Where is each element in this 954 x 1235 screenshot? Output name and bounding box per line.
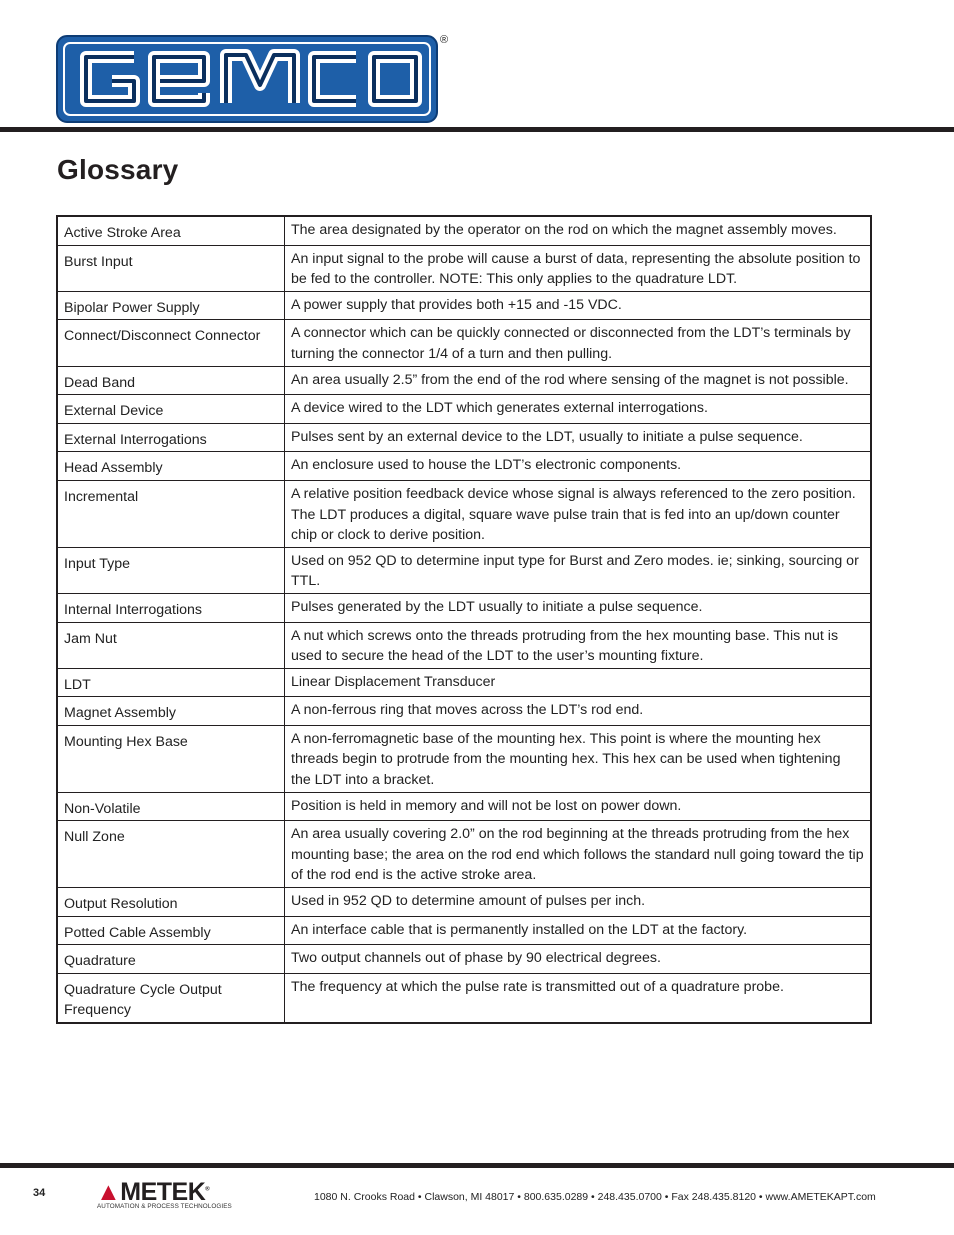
glossary-definition: Position is held in memory and will not be lost on power down. — [285, 792, 872, 821]
glossary-row — [57, 245, 871, 291]
glossary-term: Output Resolution — [57, 888, 285, 917]
glossary-term: Bipolar Power Supply — [57, 291, 285, 320]
ametek-tagline: AUTOMATION & PROCESS TECHNOLOGIES — [97, 1203, 232, 1210]
glossary-row — [57, 216, 871, 245]
glossary-definition: Pulses sent by an external device to the LDT, usually to initiate a pulse sequence. — [285, 423, 872, 452]
registered-mark: ® — [440, 34, 449, 46]
glossary-row — [57, 945, 871, 974]
glossary-term: Jam Nut — [57, 622, 285, 668]
glossary-term: Null Zone — [57, 821, 285, 888]
glossary-definition: Two output channels out of phase by 90 electrical degrees. — [285, 945, 872, 974]
gemco-logo — [56, 35, 438, 123]
footer-rule — [0, 1163, 954, 1168]
glossary-row — [57, 320, 871, 366]
glossary-row — [57, 452, 871, 481]
glossary-definition: An enclosure used to house the LDT’s electronic components. — [285, 452, 872, 481]
glossary-definition: Used in 952 QD to determine amount of pulses per inch. — [285, 888, 872, 917]
glossary-row — [57, 916, 871, 945]
glossary-term: Input Type — [57, 547, 285, 593]
glossary-row — [57, 821, 871, 888]
glossary-table-body — [57, 216, 871, 1023]
glossary-definition: The frequency at which the pulse rate is transmitted out of a quadrature probe. — [285, 973, 872, 1023]
glossary-row — [57, 423, 871, 452]
glossary-definition: Linear Displacement Transducer — [285, 668, 872, 697]
ametek-logo — [96, 1180, 246, 1212]
glossary-definition: A non-ferrous ring that moves across the LDT’s rod end. — [285, 697, 872, 726]
glossary-row — [57, 291, 871, 320]
glossary-row — [57, 697, 871, 726]
glossary-term: Burst Input — [57, 245, 285, 291]
glossary-term: Active Stroke Area — [57, 216, 285, 245]
glossary-term: Magnet Assembly — [57, 697, 285, 726]
glossary-definition: The area designated by the operator on the rod on which the magnet assembly moves. — [285, 216, 872, 245]
glossary-definition: An input signal to the probe will cause a burst of data, representing the absolute position to be fed to the controller. NOTE: This only applies to the quadrature LDT. — [285, 245, 872, 291]
gemco-logo-graphic — [56, 35, 438, 123]
glossary-term: Incremental — [57, 480, 285, 547]
glossary-term: Potted Cable Assembly — [57, 916, 285, 945]
ametek-registered-mark: ® — [205, 1186, 210, 1193]
glossary-term: External Device — [57, 395, 285, 424]
glossary-term: External Interrogations — [57, 423, 285, 452]
glossary-definition: A power supply that provides both +15 and -15 VDC. — [285, 291, 872, 320]
glossary-term: Mounting Hex Base — [57, 725, 285, 792]
glossary-row — [57, 480, 871, 547]
glossary-term: Quadrature Cycle Output Frequency — [57, 973, 285, 1023]
glossary-term: LDT — [57, 668, 285, 697]
page-number: 34 — [33, 1187, 46, 1199]
ametek-wordmark-accent: ▲ — [96, 1178, 121, 1206]
glossary-row — [57, 888, 871, 917]
glossary-term: Internal Interrogations — [57, 593, 285, 622]
glossary-term: Quadrature — [57, 945, 285, 974]
glossary-definition: A connector which can be quickly connected or disconnected from the LDT’s terminals by turning the connector 1/4 of a turn and then pulling. — [285, 320, 872, 366]
glossary-definition: A non-ferromagnetic base of the mounting hex. This point is where the mounting hex threads begin to protrude from the mounting hex. This hex can be used when tightening the LDT into a bracket. — [285, 725, 872, 792]
glossary-definition: A nut which screws onto the threads protruding from the hex mounting base. This nut is used to secure the head of the LDT to the user’s mounting fixture. — [285, 622, 872, 668]
glossary-row — [57, 668, 871, 697]
glossary-definition: An area usually covering 2.0” on the rod beginning at the threads protruding from the hex mounting base; the area on the rod end which follows the standard null going toward the tip of the rod end is the active stroke area. — [285, 821, 872, 888]
glossary-row — [57, 366, 871, 395]
glossary-term: Non-Volatile — [57, 792, 285, 821]
glossary-row — [57, 593, 871, 622]
glossary-definition: Used on 952 QD to determine input type for Burst and Zero modes. ie; sinking, sourcing or TTL. — [285, 547, 872, 593]
glossary-row — [57, 395, 871, 424]
glossary-term: Connect/Disconnect Connector — [57, 320, 285, 366]
glossary-row — [57, 622, 871, 668]
glossary-term: Head Assembly — [57, 452, 285, 481]
glossary-row — [57, 725, 871, 792]
company-address: 1080 N. Crooks Road • Clawson, MI 48017 • 800.635.0289 • 248.435.0700 • Fax 248.435.8120 • www.AMETEKAPT.com — [314, 1191, 876, 1203]
glossary-definition: A device wired to the LDT which generates external interrogations. — [285, 395, 872, 424]
glossary-definition: An interface cable that is permanently installed on the LDT at the factory. — [285, 916, 872, 945]
glossary-table — [56, 215, 872, 1024]
page-title: Glossary — [57, 154, 179, 185]
glossary-term: Dead Band — [57, 366, 285, 395]
glossary-definition: Pulses generated by the LDT usually to initiate a pulse sequence. — [285, 593, 872, 622]
glossary-row — [57, 792, 871, 821]
header-rule — [0, 127, 954, 132]
ametek-wordmark-text: METEK — [120, 1178, 206, 1206]
glossary-row — [57, 973, 871, 1023]
glossary-definition: A relative position feedback device whose signal is always referenced to the zero position. The LDT produces a digital, square wave pulse train that is fed into an up/down counter chip or clock to derive position. — [285, 480, 872, 547]
glossary-row — [57, 547, 871, 593]
glossary-definition: An area usually 2.5” from the end of the rod where sensing of the magnet is not possible. — [285, 366, 872, 395]
